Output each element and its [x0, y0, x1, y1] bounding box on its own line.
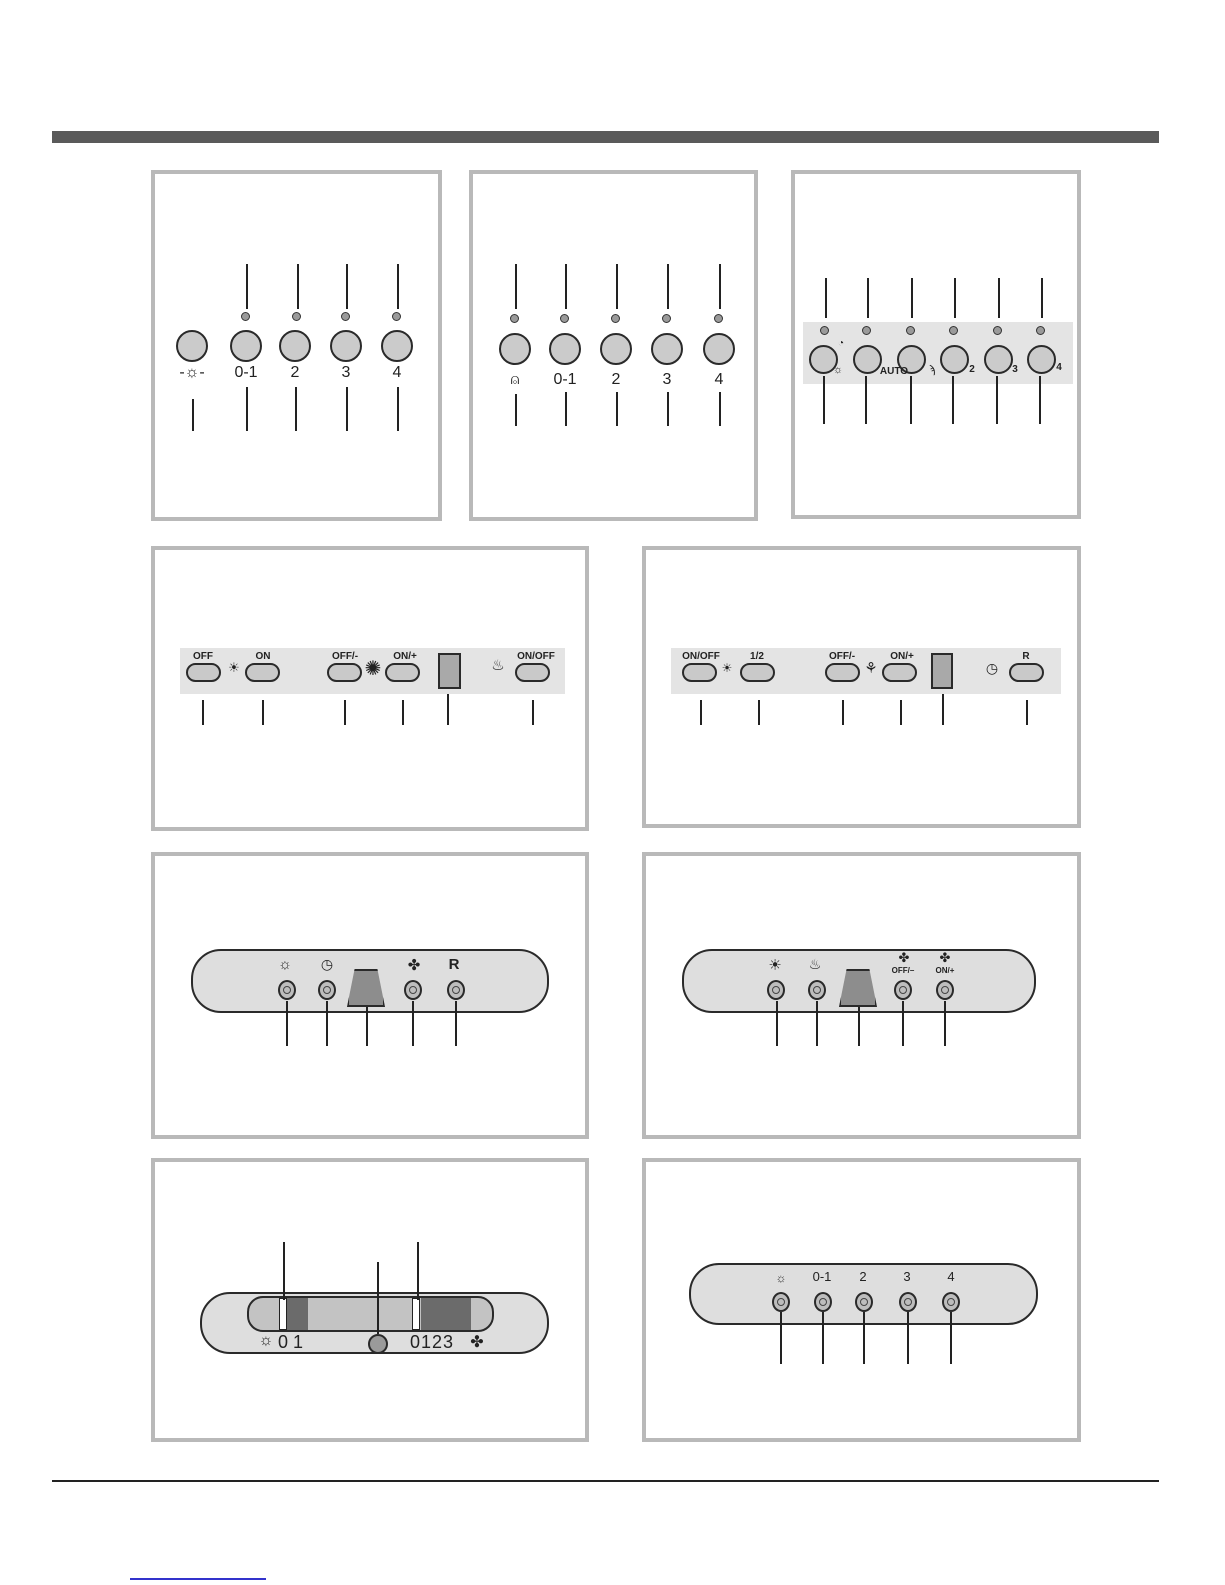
leader-line	[996, 376, 998, 424]
speed-3-button[interactable]	[984, 345, 1013, 374]
led-indicator	[341, 312, 350, 321]
label-4: 4	[1056, 362, 1062, 373]
speed-4-button[interactable]	[381, 330, 413, 362]
leader-line	[942, 694, 944, 725]
leader-line	[758, 700, 760, 725]
label-0-1: 0-1	[234, 364, 258, 381]
center-button[interactable]	[368, 1334, 388, 1354]
leader-line	[816, 1001, 818, 1046]
leader-line	[295, 387, 297, 431]
leader-line	[377, 1262, 379, 1334]
leader-line	[246, 264, 248, 309]
speed-2-button[interactable]	[940, 345, 969, 374]
leader-line	[1039, 376, 1041, 424]
leader-line	[700, 700, 702, 725]
speed-2-button[interactable]	[600, 333, 632, 365]
header-bar	[52, 131, 1159, 143]
speed-3-button[interactable]	[330, 330, 362, 362]
fan-on-plus-button[interactable]	[385, 663, 420, 682]
lamp-button[interactable]	[499, 333, 531, 365]
light-slider-knob[interactable]	[279, 1298, 287, 1330]
light-button[interactable]	[772, 1292, 790, 1312]
leader-line	[719, 392, 721, 426]
leader-line	[667, 264, 669, 309]
label-off: OFF	[193, 651, 213, 662]
leader-line	[863, 1312, 865, 1364]
light-on-off-button[interactable]	[682, 663, 717, 682]
leader-line	[326, 1001, 328, 1046]
leader-line	[825, 278, 827, 318]
leader-line	[944, 1001, 946, 1046]
leader-line	[447, 694, 449, 725]
timer-icon: ◔	[837, 338, 845, 349]
leader-line	[900, 700, 902, 725]
led-indicator	[1036, 326, 1045, 335]
fan-scale: 0123	[410, 1332, 455, 1352]
speed-0-1-button[interactable]	[549, 333, 581, 365]
leader-line	[867, 278, 869, 318]
label-3: 3	[1012, 364, 1018, 375]
fan-icon: ✺	[364, 658, 382, 680]
leader-line	[532, 700, 534, 725]
leader-line	[952, 376, 954, 424]
light-off-button[interactable]	[186, 663, 221, 682]
timer-button[interactable]	[318, 980, 336, 1000]
reset-button[interactable]	[1009, 663, 1044, 682]
label-3: 3	[662, 371, 672, 388]
speed-4-button[interactable]	[1027, 345, 1056, 374]
label-4: 4	[947, 1269, 955, 1284]
label-0-1: 0-1	[812, 1269, 832, 1284]
fan-icon: ✤	[407, 957, 421, 974]
leader-line	[950, 1312, 952, 1364]
leader-line	[417, 1242, 419, 1300]
leader-line	[565, 264, 567, 309]
light-button[interactable]	[767, 980, 785, 1000]
led-indicator	[820, 326, 829, 335]
leader-line	[455, 1001, 457, 1046]
led-indicator	[560, 314, 569, 323]
leader-line	[565, 392, 567, 426]
led-indicator	[662, 314, 671, 323]
leader-line	[346, 387, 348, 431]
reset-button[interactable]	[447, 980, 465, 1000]
label-0-1: 0-1	[553, 371, 577, 388]
fan-icon: ✤	[898, 950, 910, 965]
leader-line	[776, 1001, 778, 1046]
display	[931, 653, 953, 689]
fan-icon: ✤	[470, 1334, 484, 1351]
leader-line	[822, 1312, 824, 1364]
leader-line	[297, 264, 299, 309]
label-on-plus: ON/+	[393, 651, 417, 662]
label-off-minus: OFF/–	[891, 966, 915, 975]
leader-line	[616, 392, 618, 426]
light-icon: ☀	[768, 957, 782, 974]
light-icon: ☀	[228, 660, 240, 675]
leader-line	[910, 376, 912, 424]
leader-line	[515, 394, 517, 426]
leader-line	[907, 1312, 909, 1364]
label-off-minus: OFF/-	[331, 651, 359, 662]
leader-line	[515, 264, 517, 309]
fan-on-plus-button[interactable]	[936, 980, 954, 1000]
led-indicator	[611, 314, 620, 323]
leader-line	[262, 700, 264, 725]
sensor-button[interactable]	[808, 980, 826, 1000]
panel-control-6	[151, 852, 589, 1139]
fan-off-minus-button[interactable]	[327, 663, 362, 682]
leader-line	[667, 392, 669, 426]
light-icon: ☼	[278, 956, 292, 973]
panel-control-5	[642, 546, 1081, 828]
speed-2-button[interactable]	[279, 330, 311, 362]
led-indicator	[241, 312, 250, 321]
panel-control-7	[642, 852, 1081, 1139]
fan-on-plus-button[interactable]	[882, 663, 917, 682]
fan-slider-fill	[421, 1298, 471, 1330]
led-indicator	[862, 326, 871, 335]
leader-line	[842, 700, 844, 725]
label-3: 3	[341, 364, 351, 381]
panel-control-9	[642, 1158, 1081, 1442]
led-indicator	[510, 314, 519, 323]
panel-control-3	[791, 170, 1081, 519]
label-on-plus: ON/+	[890, 651, 914, 662]
label-r: R	[1022, 651, 1030, 662]
label-half: 1/2	[750, 651, 764, 662]
leader-line	[858, 1007, 860, 1046]
panel-control-4	[151, 546, 589, 831]
led-indicator	[392, 312, 401, 321]
light-icon: ☼	[832, 364, 844, 376]
footer-rule	[52, 1480, 1159, 1482]
light-button[interactable]	[278, 980, 296, 1000]
fan-off-minus-button[interactable]	[825, 663, 860, 682]
label-on: ON	[255, 651, 271, 662]
leader-line	[402, 700, 404, 725]
leader-line	[344, 700, 346, 725]
speed-0-1-button[interactable]	[814, 1292, 832, 1312]
fan-icon: ✤	[939, 950, 951, 965]
leader-line	[366, 1007, 368, 1046]
light-icon: -☼-	[179, 364, 205, 381]
leader-line	[954, 278, 956, 318]
lamp-icon: ⍝	[510, 371, 520, 388]
leader-line	[911, 278, 913, 318]
label-on-off: ON/OFF	[682, 651, 720, 662]
display	[438, 653, 461, 689]
light-slider-fill	[286, 1298, 308, 1330]
speed-4-button[interactable]	[703, 333, 735, 365]
fan-icon: ⚘	[864, 660, 878, 677]
label-4: 4	[714, 371, 724, 388]
leader-line	[719, 264, 721, 309]
panel-control-1	[151, 170, 442, 521]
panel-control-8	[151, 1158, 589, 1442]
sensor-on-off-button[interactable]	[515, 663, 550, 682]
leader-line	[412, 1001, 414, 1046]
speed-3-button[interactable]	[899, 1292, 917, 1312]
leader-line	[192, 399, 194, 431]
leader-line	[202, 700, 204, 725]
light-icon: ☼	[775, 1271, 787, 1285]
led-indicator	[714, 314, 723, 323]
footer-link-underline[interactable]	[130, 1578, 266, 1580]
label-sensor-on-off: ON/OFF	[517, 651, 555, 662]
label-off-minus: OFF/-	[828, 651, 856, 662]
leader-line	[902, 1001, 904, 1046]
sensor-icon: ♨	[491, 657, 505, 674]
led-indicator	[292, 312, 301, 321]
sensor-icon: ♨	[808, 956, 822, 972]
leader-line	[346, 264, 348, 309]
label-2: 2	[859, 1269, 867, 1284]
label-2: 2	[611, 371, 621, 388]
leader-line	[286, 1001, 288, 1046]
light-on-button[interactable]	[245, 663, 280, 682]
leader-line	[616, 264, 618, 309]
light-icon: ☼	[258, 1332, 274, 1349]
led-indicator	[993, 326, 1002, 335]
leader-line	[1041, 278, 1043, 318]
clock-icon: ◷	[985, 660, 999, 676]
label-2: 2	[290, 364, 300, 381]
fan-slider-knob[interactable]	[412, 1298, 420, 1330]
speed-2-button[interactable]	[855, 1292, 873, 1312]
label-4: 4	[392, 364, 402, 381]
timer-icon: ◷	[320, 956, 334, 972]
leader-line	[283, 1242, 285, 1300]
fan-button[interactable]	[404, 980, 422, 1000]
light-icon: ☀	[721, 661, 733, 675]
leader-line	[397, 264, 399, 309]
label-2: 2	[969, 364, 975, 375]
leader-line	[397, 387, 399, 431]
light-half-button[interactable]	[740, 663, 775, 682]
led-indicator	[949, 326, 958, 335]
leader-line	[780, 1312, 782, 1364]
leader-line	[998, 278, 1000, 318]
leader-line	[246, 387, 248, 431]
leader-line	[1026, 700, 1028, 725]
light-button[interactable]	[176, 330, 208, 362]
label-r: R	[448, 956, 460, 973]
label-on-plus: ON/+	[935, 966, 955, 975]
leader-line	[823, 376, 825, 424]
label-3: 3	[903, 1269, 911, 1284]
leader-line	[865, 376, 867, 424]
speed-4-button[interactable]	[942, 1292, 960, 1312]
light-scale: 0 1	[278, 1332, 304, 1352]
speed-3-button[interactable]	[651, 333, 683, 365]
panel-control-2	[469, 170, 758, 521]
led-indicator	[906, 326, 915, 335]
label-auto: AUTO	[879, 366, 909, 377]
fan-off-minus-button[interactable]	[894, 980, 912, 1000]
speed-0-1-button[interactable]	[230, 330, 262, 362]
fan-icon: ϡ	[928, 364, 936, 376]
